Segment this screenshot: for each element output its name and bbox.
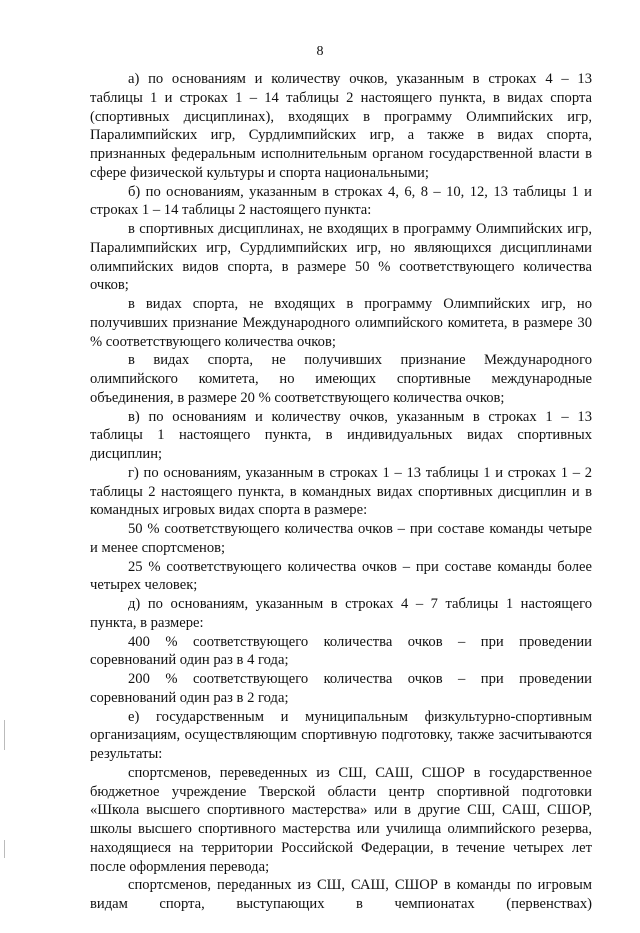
paragraph-b-ioc-recognized: в видах спорта, не входящих в программу Олимпийских игр, но получивших признание Международного олимпийского комитета, в размере 30 % соответствующего количества очков; [90,296,592,350]
paragraph-b: б) по основаниям, указанным в строках 4, 6, 8 – 10, 12, 13 таблицы 1 и строках 1 – 14 таблицы 2 настоящего пункта: [90,183,592,219]
scan-edge-mark [4,840,5,858]
paragraph-v: в) по основаниям и количеству очков, указанным в строках 1 – 13 таблицы 1 настоящего пункта, в индивидуальных видах спортивных дисциплин; [90,408,592,462]
paragraph-a: а) по основаниям и количеству очков, указанным в строках 4 – 13 таблицы 1 и строках 1 – 14 таблицы 2 настоящего пункта, в видах спорта (спортивных дисциплинах), входящих в программу Олимпийских игр, Паралимпийских игр, Сурдлимпийских игр, а также в видах спорта, признанных федеральным исполнительным органом государственной власти в сфере физической культуры и спорта национальными; [90,71,592,181]
document-body [90,70,592,933]
paragraph-g-25-percent: 25 % соответствующего количества очков – при составе команды более четырех человек; [90,558,592,594]
paragraph-e: е) государственным и муниципальным физкультурно-спортивным организациям, осуществляющим спортивную подготовку, также засчитываются результаты: [90,708,592,762]
paragraph-b-olympic-disciplines: в спортивных дисциплинах, не входящих в программу Олимпийских игр, Паралимпийских игр, Сурдлимпийских игр, но являющихся дисциплинами олимпийских видов спорта, в размере 50 % соответствующего количества очков; [90,221,592,294]
paragraph-e-transferred-athletes: спортсменов, переведенных из СШ, САШ, СШОР в государственное бюджетное учреждение Тверской области центр спортивной подготовки «Школа высшего спортивного мастерства» или в другие СШ, САШ, СШОР, школы высшего спортивного мастерства или училища олимпийского резерва, находящиеся на территории Российской Федерации, в течение четырех лет после оформления перевода; [90,764,592,875]
paragraph-g: г) по основаниям, указанным в строках 1 – 13 таблицы 1 и строках 1 – 2 таблицы 2 настоящего пункта, в командных видах спортивных дисциплин и в командных игровых видах спорта в размере: [90,464,592,519]
paragraph-d-200-percent: 200 % соответствующего количества очков – при проведении соревнований один раз в 2 года; [90,671,592,706]
paragraph-e-team-athletes: спортсменов, переданных из СШ, САШ, СШОР в команды по игровым видам спорта, выступающих в чемпионатах (первенствах) [90,877,592,912]
paragraph-g-50-percent: 50 % соответствующего количества очков – при составе команды четыре и менее спортсменов; [90,521,592,556]
paragraph-d: д) по основаниям, указанным в строках 4 – 7 таблицы 1 настоящего пункта, в размере: [90,596,592,631]
scan-edge-mark [4,720,5,750]
paragraph-b-international-associations: в видах спорта, не получивших признание Международного олимпийского комитета, но имеющих спортивные международные объединения, в размере 20 % соответствующего количества очков; [90,352,592,406]
page-number: 8 [316,44,324,59]
paragraph-d-400-percent: 400 % соответствующего количества очков – при проведении соревнований один раз в 4 года; [90,633,592,669]
